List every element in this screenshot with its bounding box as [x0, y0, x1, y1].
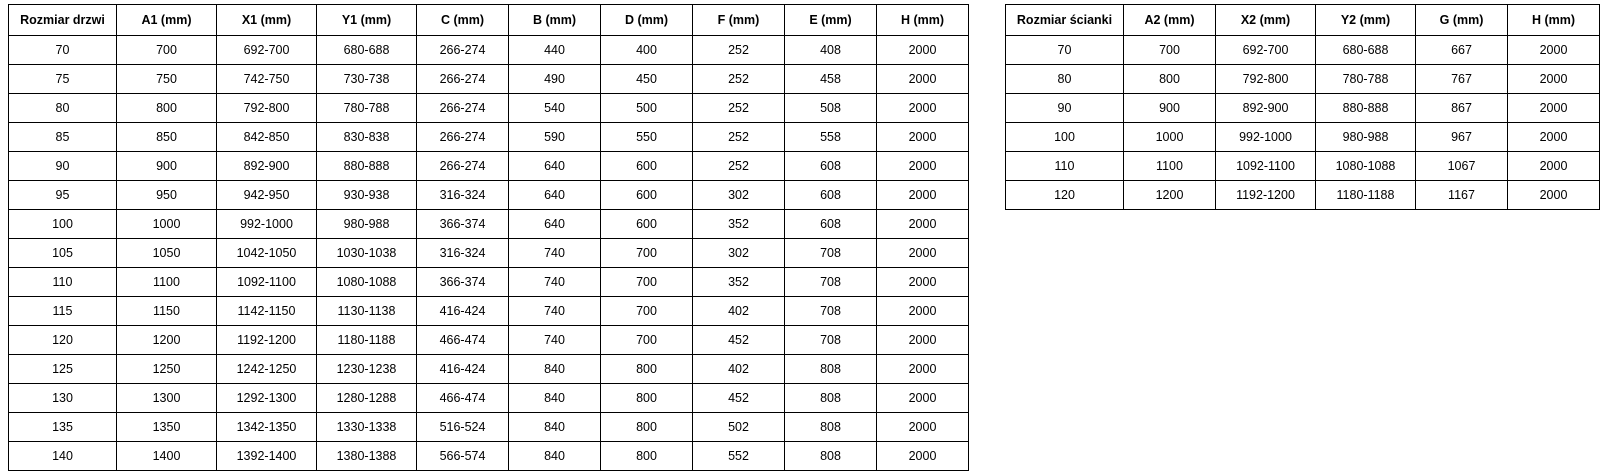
- table-cell: 800: [601, 355, 693, 384]
- table-cell: 1042-1050: [217, 239, 317, 268]
- table-cell: 850: [117, 123, 217, 152]
- column-header: X1 (mm): [217, 5, 317, 36]
- column-header: C (mm): [417, 5, 509, 36]
- table-cell: 640: [509, 210, 601, 239]
- table-cell: 516-524: [417, 413, 509, 442]
- doors-dimensions-table: [8, 4, 969, 471]
- table-cell: 90: [1006, 94, 1124, 123]
- table-cell: 980-988: [1316, 123, 1416, 152]
- table-row: [9, 181, 969, 210]
- table-cell: 1250: [117, 355, 217, 384]
- table-cell: 950: [117, 181, 217, 210]
- column-header: D (mm): [601, 5, 693, 36]
- table-cell: 458: [785, 65, 877, 94]
- table-cell: 1100: [117, 268, 217, 297]
- table-cell: 600: [601, 181, 693, 210]
- table-row: [1006, 152, 1600, 181]
- table-cell: 95: [9, 181, 117, 210]
- table-cell: 708: [785, 239, 877, 268]
- table-cell: 680-688: [317, 36, 417, 65]
- table-cell: 1080-1088: [317, 268, 417, 297]
- table-cell: 1292-1300: [217, 384, 317, 413]
- table-cell: 700: [1124, 36, 1216, 65]
- table-cell: 366-374: [417, 210, 509, 239]
- table-row: [9, 239, 969, 268]
- table-row: [1006, 181, 1600, 210]
- table-cell: 800: [601, 442, 693, 471]
- table-cell: 830-838: [317, 123, 417, 152]
- table-cell: 552: [693, 442, 785, 471]
- table-cell: 266-274: [417, 36, 509, 65]
- table-cell: 2000: [877, 355, 969, 384]
- table-cell: 1192-1200: [217, 326, 317, 355]
- table-cell: 1080-1088: [1316, 152, 1416, 181]
- table-cell: 115: [9, 297, 117, 326]
- table-cell: 2000: [877, 210, 969, 239]
- table-cell: 600: [601, 152, 693, 181]
- table-cell: 502: [693, 413, 785, 442]
- column-header: A2 (mm): [1124, 5, 1216, 36]
- table-cell: 2000: [877, 239, 969, 268]
- table-cell: 700: [601, 326, 693, 355]
- table-cell: 252: [693, 36, 785, 65]
- table-cell: 266-274: [417, 65, 509, 94]
- table-cell: 700: [601, 239, 693, 268]
- table-cell: 1192-1200: [1216, 181, 1316, 210]
- table-cell: 2000: [877, 123, 969, 152]
- table-cell: 992-1000: [217, 210, 317, 239]
- table-cell: 1350: [117, 413, 217, 442]
- table-cell: 740: [509, 239, 601, 268]
- table-cell: 110: [9, 268, 117, 297]
- column-header: F (mm): [693, 5, 785, 36]
- table-cell: 316-324: [417, 181, 509, 210]
- table-cell: 1130-1138: [317, 297, 417, 326]
- table-cell: 1180-1188: [1316, 181, 1416, 210]
- table-cell: 466-474: [417, 326, 509, 355]
- table-cell: 252: [693, 65, 785, 94]
- table-cell: 900: [117, 152, 217, 181]
- table-cell: 70: [1006, 36, 1124, 65]
- table-cell: 452: [693, 384, 785, 413]
- table-cell: 1242-1250: [217, 355, 317, 384]
- table-cell: 1342-1350: [217, 413, 317, 442]
- table-cell: 708: [785, 326, 877, 355]
- table-cell: 252: [693, 94, 785, 123]
- table-cell: 1392-1400: [217, 442, 317, 471]
- table-cell: 1300: [117, 384, 217, 413]
- table-cell: 2000: [1508, 94, 1600, 123]
- table-cell: 980-988: [317, 210, 417, 239]
- table-cell: 680-688: [1316, 36, 1416, 65]
- table-cell: 992-1000: [1216, 123, 1316, 152]
- table-cell: 780-788: [317, 94, 417, 123]
- table-cell: 130: [9, 384, 117, 413]
- table-cell: 1000: [117, 210, 217, 239]
- table-row: [9, 65, 969, 94]
- table-row: [1006, 36, 1600, 65]
- column-header: Rozmiar drzwi: [9, 5, 117, 36]
- table-cell: 402: [693, 355, 785, 384]
- table-cell: 930-938: [317, 181, 417, 210]
- table-cell: 800: [117, 94, 217, 123]
- table-header-row: [1006, 5, 1600, 36]
- table-cell: 90: [9, 152, 117, 181]
- table-row: [1006, 94, 1600, 123]
- table-cell: 558: [785, 123, 877, 152]
- table-cell: 252: [693, 152, 785, 181]
- table-cell: 316-324: [417, 239, 509, 268]
- table-row: [1006, 123, 1600, 152]
- table-row: [9, 123, 969, 152]
- column-header: Rozmiar ścianki: [1006, 5, 1124, 36]
- table-cell: 566-574: [417, 442, 509, 471]
- table-cell: 440: [509, 36, 601, 65]
- table-cell: 842-850: [217, 123, 317, 152]
- table-cell: 80: [9, 94, 117, 123]
- table-cell: 2000: [877, 413, 969, 442]
- table-cell: 808: [785, 413, 877, 442]
- table-cell: 708: [785, 268, 877, 297]
- table-cell: 2000: [877, 442, 969, 471]
- table-row: [9, 413, 969, 442]
- table-cell: 600: [601, 210, 693, 239]
- table-cell: 750: [117, 65, 217, 94]
- table-row: [9, 355, 969, 384]
- table-cell: 740: [509, 326, 601, 355]
- table-cell: 608: [785, 210, 877, 239]
- table-header-row: [9, 5, 969, 36]
- table-cell: 2000: [877, 268, 969, 297]
- table-cell: 550: [601, 123, 693, 152]
- table-cell: 252: [693, 123, 785, 152]
- column-header: H (mm): [1508, 5, 1600, 36]
- table-cell: 1330-1338: [317, 413, 417, 442]
- table-cell: 1067: [1416, 152, 1508, 181]
- table-cell: 1180-1188: [317, 326, 417, 355]
- column-header: Y2 (mm): [1316, 5, 1416, 36]
- walls-dimensions-table-container: [1005, 4, 1600, 210]
- column-header: G (mm): [1416, 5, 1508, 36]
- table-cell: 1400: [117, 442, 217, 471]
- table-cell: 352: [693, 210, 785, 239]
- table-cell: 2000: [877, 297, 969, 326]
- table-cell: 266-274: [417, 94, 509, 123]
- walls-dimensions-table: [1005, 4, 1600, 210]
- table-cell: 880-888: [317, 152, 417, 181]
- table-cell: 808: [785, 384, 877, 413]
- table-cell: 840: [509, 384, 601, 413]
- table-cell: 508: [785, 94, 877, 123]
- table-cell: 892-900: [217, 152, 317, 181]
- table-cell: 120: [1006, 181, 1124, 210]
- table-cell: 1200: [117, 326, 217, 355]
- table-body: [9, 36, 969, 471]
- table-cell: 125: [9, 355, 117, 384]
- table-cell: 700: [117, 36, 217, 65]
- table-cell: 700: [601, 268, 693, 297]
- column-header: Y1 (mm): [317, 5, 417, 36]
- column-header: X2 (mm): [1216, 5, 1316, 36]
- table-cell: 105: [9, 239, 117, 268]
- table-cell: 742-750: [217, 65, 317, 94]
- table-row: [9, 94, 969, 123]
- table-row: [9, 210, 969, 239]
- table-cell: 80: [1006, 65, 1124, 94]
- table-cell: 608: [785, 181, 877, 210]
- table-cell: 640: [509, 152, 601, 181]
- table-cell: 1150: [117, 297, 217, 326]
- table-cell: 867: [1416, 94, 1508, 123]
- table-cell: 700: [601, 297, 693, 326]
- table-cell: 100: [9, 210, 117, 239]
- table-cell: 402: [693, 297, 785, 326]
- table-cell: 1380-1388: [317, 442, 417, 471]
- table-cell: 2000: [1508, 181, 1600, 210]
- table-cell: 942-950: [217, 181, 317, 210]
- table-cell: 400: [601, 36, 693, 65]
- table-cell: 792-800: [217, 94, 317, 123]
- table-cell: 302: [693, 239, 785, 268]
- table-cell: 967: [1416, 123, 1508, 152]
- table-cell: 792-800: [1216, 65, 1316, 94]
- table-cell: 1100: [1124, 152, 1216, 181]
- table-cell: 100: [1006, 123, 1124, 152]
- table-cell: 500: [601, 94, 693, 123]
- table-cell: 2000: [877, 94, 969, 123]
- table-cell: 692-700: [217, 36, 317, 65]
- table-cell: 808: [785, 442, 877, 471]
- table-cell: 110: [1006, 152, 1124, 181]
- table-cell: 1230-1238: [317, 355, 417, 384]
- table-cell: 708: [785, 297, 877, 326]
- table-cell: 1000: [1124, 123, 1216, 152]
- table-cell: 800: [601, 413, 693, 442]
- table-cell: 2000: [877, 181, 969, 210]
- table-cell: 840: [509, 413, 601, 442]
- table-cell: 2000: [1508, 152, 1600, 181]
- table-cell: 490: [509, 65, 601, 94]
- table-cell: 1092-1100: [217, 268, 317, 297]
- table-row: [9, 152, 969, 181]
- table-cell: 135: [9, 413, 117, 442]
- doors-dimensions-table-container: [8, 4, 969, 471]
- table-cell: 2000: [877, 152, 969, 181]
- table-cell: 266-274: [417, 123, 509, 152]
- table-cell: 1167: [1416, 181, 1508, 210]
- table-row: [9, 326, 969, 355]
- table-cell: 2000: [1508, 36, 1600, 65]
- column-header: H (mm): [877, 5, 969, 36]
- table-cell: 1050: [117, 239, 217, 268]
- table-cell: 408: [785, 36, 877, 65]
- table-cell: 730-738: [317, 65, 417, 94]
- table-cell: 900: [1124, 94, 1216, 123]
- table-cell: 1280-1288: [317, 384, 417, 413]
- table-cell: 740: [509, 297, 601, 326]
- table-row: [9, 268, 969, 297]
- column-header: B (mm): [509, 5, 601, 36]
- table-cell: 667: [1416, 36, 1508, 65]
- table-cell: 70: [9, 36, 117, 65]
- table-cell: 1200: [1124, 181, 1216, 210]
- table-row: [9, 442, 969, 471]
- table-cell: 840: [509, 355, 601, 384]
- table-cell: 608: [785, 152, 877, 181]
- table-body: [1006, 36, 1600, 210]
- table-cell: 1142-1150: [217, 297, 317, 326]
- table-cell: 2000: [877, 326, 969, 355]
- table-cell: 416-424: [417, 297, 509, 326]
- table-cell: 740: [509, 268, 601, 297]
- table-row: [9, 384, 969, 413]
- table-cell: 352: [693, 268, 785, 297]
- table-cell: 892-900: [1216, 94, 1316, 123]
- table-cell: 450: [601, 65, 693, 94]
- table-cell: 85: [9, 123, 117, 152]
- table-cell: 2000: [877, 36, 969, 65]
- table-cell: 120: [9, 326, 117, 355]
- table-cell: 780-788: [1316, 65, 1416, 94]
- table-row: [9, 36, 969, 65]
- table-cell: 2000: [1508, 123, 1600, 152]
- table-cell: 808: [785, 355, 877, 384]
- table-cell: 692-700: [1216, 36, 1316, 65]
- table-cell: 1030-1038: [317, 239, 417, 268]
- table-cell: 640: [509, 181, 601, 210]
- column-header: A1 (mm): [117, 5, 217, 36]
- table-cell: 800: [1124, 65, 1216, 94]
- table-row: [1006, 65, 1600, 94]
- table-cell: 880-888: [1316, 94, 1416, 123]
- table-cell: 302: [693, 181, 785, 210]
- table-row: [9, 297, 969, 326]
- table-cell: 590: [509, 123, 601, 152]
- table-cell: 366-374: [417, 268, 509, 297]
- table-cell: 767: [1416, 65, 1508, 94]
- table-cell: 416-424: [417, 355, 509, 384]
- table-cell: 75: [9, 65, 117, 94]
- column-header: E (mm): [785, 5, 877, 36]
- table-cell: 540: [509, 94, 601, 123]
- table-cell: 2000: [1508, 65, 1600, 94]
- table-cell: 466-474: [417, 384, 509, 413]
- table-cell: 840: [509, 442, 601, 471]
- table-cell: 2000: [877, 384, 969, 413]
- table-cell: 2000: [877, 65, 969, 94]
- table-cell: 140: [9, 442, 117, 471]
- table-cell: 266-274: [417, 152, 509, 181]
- table-cell: 800: [601, 384, 693, 413]
- table-cell: 1092-1100: [1216, 152, 1316, 181]
- table-cell: 452: [693, 326, 785, 355]
